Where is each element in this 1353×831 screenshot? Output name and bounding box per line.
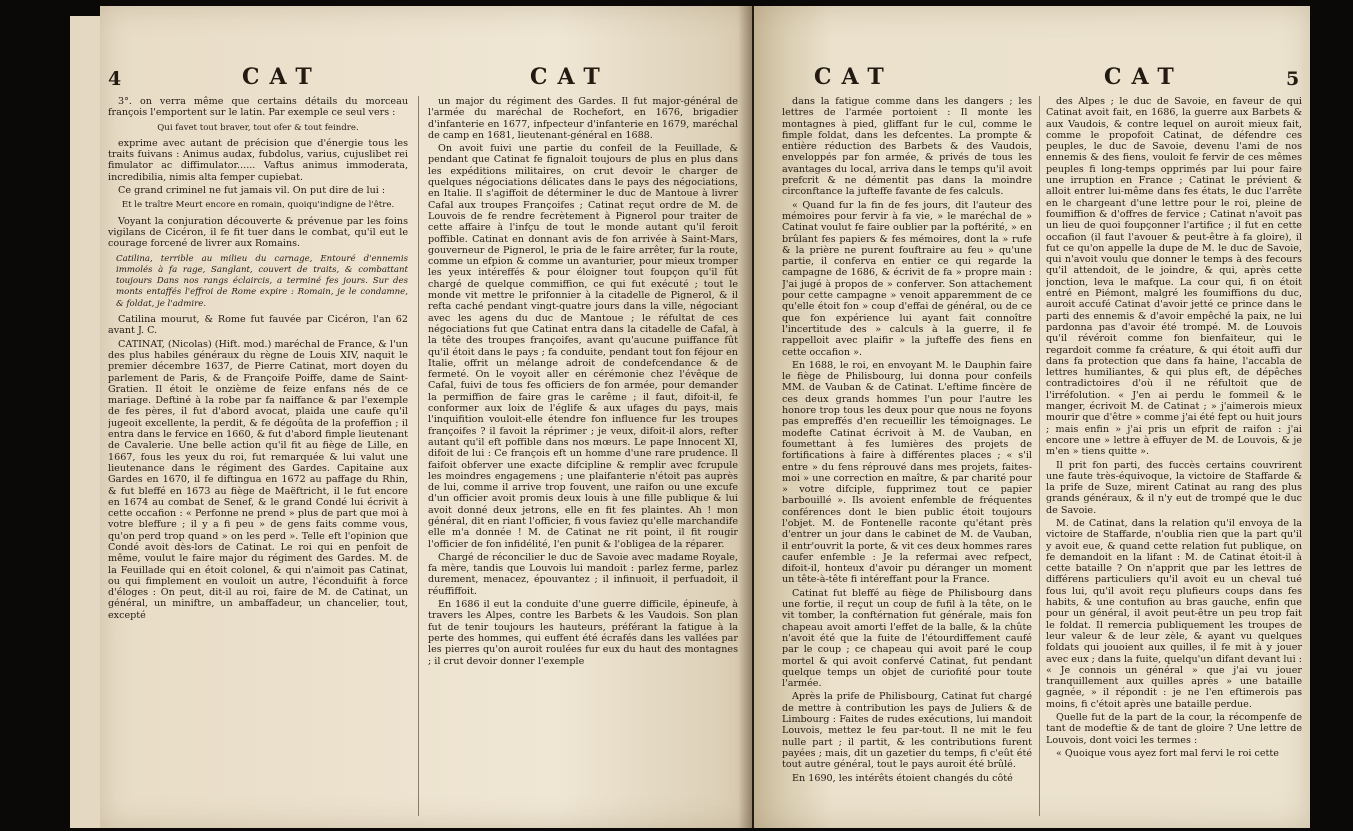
paragraph: Catilina, terrible au milieu du carnage, Entouré d'ennemis immolés à fa rage, Sanglant, couvert de traits, & combattant toujours Dans nos rangs éclaircis, a terminé fes jours. Sur des monts entaffés l'effroi de Rome expire : Romain, je le condamne, & foldat, je l'admire. [116,253,408,309]
column-rule [418,96,419,816]
left-page [100,6,752,828]
paragraph: Voyant la conjuration découverte & prévenue par les foins vigilans de Cicéron, il fe fit tuer dans le combat, qu'il eut le courage forcené de livrer aux Romains. [108,215,408,250]
folio-left: 4 [108,68,122,90]
right-page-column-2 [1046,96,1302,821]
running-head-right-b: CAT [1104,64,1184,90]
paragraph: Après la prife de Philisbourg, Catinat fut chargé de mettre à contribution les pays de Juliers & de Limbourg : Faites de rudes exécutions, lui mandoit Louvois, mettez le feu par-tout. Il ne mit le feu nulle part ; il partit, & les contributions furent payées ; mais, dit un gazetier du temps, fi c'eût été tout autre général, tout le pays auroit été brûlé. [782,691,1032,771]
paragraph: En 1690, les intérêts étoient changés du côté [792,772,1013,784]
paragraph: CATINAT, (Nicolas) (Hift. mod.) maréchal de France, & l'un des plus habiles généraux du règne de Louis XIV, naquit le premier décembre 1637, de Pierre Catinat, mort doyen du parlement de Paris, & de Françoife Poiffe, dame de Saint-Gratien. Il étoit le onzième de feize enfans nés de ce mariage. Deftiné à la robe par fa naiffance & par l'exemple de fes pères, il fut d'abord avocat, plaida une caufe qu'il jugeoit excellente, la perdit, & fe dégoûta de la profeffion ; il entra dans le fervice en 1660, & fut d'abord fimple lieutenant de Cavalerie. Une belle action qu'il fit au fiège de Lille, en 1667, fous les yeux du roi, fut remarquée & lui valut une lieutenance dans le régiment des Gardes. Capitaine aux Gardes en 1670, il fe diftingua en 1672 au paffage du Rhin, & fut bleffé en 1673 au fiège de Maëftricht, il le fut encore en 1674 au combat de Senef, & le grand Condé lui écrivit à cette occafion : « Perfonne ne prend » plus de part que moi à votre bleffure ; il y a fi peu » de gens faits comme vous, qu'on perd trop quand » on les perd ». Telle eft l'opinion que Condé avoit dès-lors de Catinat. Le roi qui en penfoit de même, voulut le faire major du régiment des Gardes. M. de la Feuillade qui en étoit colonel, & qui n'aimoit pas Catinat, ou qui fimplement en vouloit un autre, l'éconduifit à force d'éloges : On peut, dit-il au roi, faire de M. de Catinat, un général, un miniftre, un ambaffadeur, un chancelier, tout, excepté [108,338,408,621]
column-rule [1039,96,1040,816]
paragraph: En 1688, le roi, en envoyant M. le Dauphin faire le fiège de Philisbourg, lui donna pour confeils MM. de Vauban & de Catinat. L'eftime fincère de ces deux grands hommes l'un pour l'autre les honore trop tous les deux pour que nous ne foyons pas empreffés d'en recueillir les témoignages. Le modefte Catinat écrivoit à M. de Vauban, en foumettant à fes lumières des projets de fortifications à faire à différentes places ; « s'il entre » du fens réprouvé dans mes projets, faites-moi » une correction en maître, & par charité pour » votre difciple, fupprimez tout ce papier barbouillé ». Ils avoient enfemble de fréquentes conférences dont le bien public étoit toujours l'objet. M. de Fontenelle raconte qu'étant près d'entrer un jour dans le cabinet de M. de Vauban, il entr'ouvrit la porte, & vit ces deux hommes rares caufer enfemble : Je la refermai avec refpect, difoit-il, honteux d'avoir pu déranger un moment un tête-à-tête fi intéreffant pour la France. [782,359,1032,586]
left-page-column-2 [428,96,738,821]
paragraph: un major du régiment des Gardes. Il fut major-général de l'armée du maréchal de Rochefort, en 1676, brigadier d'infanterie en 1677, infpecteur d'infanterie en 1679, maréchal de camp en 1681, lieutenant-général en 1688. [428,96,738,141]
paragraph: Catilina mourut, & Rome fut fauvée par Cicéron, l'an 62 avant J. C. [108,314,408,337]
paragraph: Catinat fut bleffé au fiège de Philisbourg dans une fortie, il reçut un coup de fufil à la tête, on le vit tomber, la conftérnation fut générale, mais fon chapeau avoit amorti l'effet de la balle, & la chûte n'avoit été que la fuite de l'étourdiffement caufé par le coup ; ce chapeau qui avoit paré le coup mortel & qui avoit confervé Catinat, fut pendant quelque temps un objet de curiofité pour toute l'armée. [782,587,1032,690]
running-head-right-a: CAT [814,64,894,90]
paragraph: Qui favet tout braver, tout ofer & tout feindre. [157,122,359,133]
right-page-column-1 [782,96,1032,821]
running-head-left-b: CAT [530,64,610,90]
paragraph: Et le traître Meurt encore en romain, quoiqu'indigne de l'être. [121,200,395,211]
paragraph: « Quoique vous ayez fort mal fervi le roi cette [1056,747,1279,759]
paragraph: Ce grand criminel ne fut jamais vil. On put dire de lui : [118,185,386,197]
folio-right: 5 [1286,68,1300,90]
paragraph: Quelle fut de la part de la cour, la récompenfe de tant de modeftie & de tant de gloire ? Une lettre de Louvois, dont voici les termes : [1046,712,1302,746]
paragraph: des Alpes ; le duc de Savoie, en faveur de qui Catinat avoit fait, en 1686, la guerre aux Barbets & aux Vaudois, & contre lequel on auroit mieux fait, comme le propofoit Catinat, de défendre ces peuples, le duc de Savoie, devenu l'ami de nos ennemis & des fiens, vouloit fe fervir de ces mêmes peuples fi long-temps opprimés par lui pour faire une irruption en France ; Catinat le prévient & alloit entrer lui-même dans fes états, le duc l'arrête en le chargeant d'une lettre pour le roi, pleine de foumiffion & d'offres de fervice ; Catinat n'avoit pas un lieu de quoi foupçonner l'artifice ; il fut en cette occafion (il faut l'avouer & peut-être à fa gloire), il fut ce qu'on appelle la dupe de M. le duc de Savoie, qui n'avoit voulu que donner le temps à des fecours qu'il attendoit, de le joindre, & qui, après cette jonction, leva le mafque. La cour qui, fi on étoit entré en Piémont, malgré les foumiffions du duc, auroit accufé Catinat d'avoir jetté ce prince dans le parti des ennemis & d'avoir empêché la paix, ne lui pardonna pas d'avoir été trompé. M. de Louvois qu'il révéroit comme fon bienfaiteur, qui le regardoit comme fa créature, & qui étoit auffi dur dans fa protection que dans fa haine, l'accabla de lettres humiliantes, & qui plus eft, de dépêches contradictoires d'où il ne réfultoit que de l'irréfolution. « J'en ai perdu le fommeil & le manger, écrivoit M. de Catinat ; » j'aimerois mieux mourir que d'être » comme j'ai été fept ou huit jours ; mais enfin » j'ai pris un efprit de raifon : j'ai encore une » lettre à effuyer de M. de Louvois, & je m'en » tiens quitte ». [1046,96,1302,458]
paragraph: On avoit fuivi une partie du confeil de la Feuillade, & pendant que Catinat fe fignaloit toujours de plus en plus dans les expéditions militaires, on crut devoir le charger de quelques négociations délicates dans le pays des négociations, en Italie. Il s'agiffoit de déterminer le duc de Mantoue à livrer Cafal aux troupes Françoifes ; Catinat reçut ordre de M. de Louvois de fe rendre fecrètement à Pignerol pour traiter de cette affaire à l'infçu de tout le monde autant qu'il feroit poffible. Catinat en donnant avis de fon arrivée à Saint-Mars, gouverneur de Pignerol, le pria de le faire arrêter, fur la route, comme un efpion & comme un avanturier, pour mieux tromper les yeux intéreffés & pour éloigner tout foupçon qu'il fût chargé de quelque commiffion, ce qui fut exécuté ; tout le monde vit mettre le prifonnier à la citadelle de Pignerol, & il refta caché pendant vingt-quatre jours dans la ville, négociant avec les agens du duc de Mantoue ; le réfultat de ces négociations fut que Catinat entra dans la citadelle de Cafal, à la tête des troupes françoifes, avant qu'aucune puiffance fût qu'il étoit dans le pays ; fa conduite, pendant tout fon féjour en Italie, offrit un mélange adroit de condefcendance & de fermeté. On le voyoit aller en cérémonie chez l'évêque de Cafal, fuivi de tous fes officiers de fon armée, pour demander la permiffion de faire gras le carême ; il faut, difoit-il, fe conformer aux loix de l'églife & aux ufages du pays, mais l'inquifition vouloit-elle étendre fon influence fur les troupes françoifes ? il favoit la réprimer ; je veux, difoit-il alors, refter autant qu'il eft poffible dans nos mœurs. Le pape Innocent XI, difoit de lui : Ce françois eft un homme d'une rare prudence. Il faifoit obferver une exacte difcipline & remplir avec fcrupule les moindres engagemens ; une plaifanterie n'étoit pas auprès de lui, comme il arrive trop fouvent, une raifon ou une excufe d'un officier avoit promis deux louis à une fille publique & lui avoit donné deux jetrons, elle en fit fes plaintes. Ah ! mon général, dit en riant l'officier, fi vous faviez qu'elle marchandife elle m'a donnée ! M. de Catinat ne rit point, il fit rougir l'officier de fon infidélité, l'en punit & l'obligea de la réparer. [428,143,738,550]
right-page [754,6,1310,828]
paragraph: M. de Catinat, dans la relation qu'il envoya de la victoire de Staffarde, n'oublia rien que la part qu'il y avoit eue, & quand cette relation fut publique, on fe demandoit en la lifant : M. de Catinat étoit-il à cette bataille ? On n'apprit que par les lettres de différens particuliers qu'il avoit eu un cheval tué fous lui, qu'il avoit reçu plufieurs coups dans fes habits, & une contufion au bras gauche, enfin que pour un général, il avoit peut-être un peu trop fait le foldat. Il remercia publiquement les troupes de leur valeur & de leur zèle, & ayant vu quelques foldats qui jouoient aux quilles, il fe mit à y jouer avec eux ; dans la fuite, quelqu'un difant devant lui : « Je connois un général » que j'ai vu jouer tranquillement aux quilles après » une bataille gagnée, » il répondit : je ne l'en eftimerois pas moins, fi c'étoit après une bataille perdue. [1046,517,1302,710]
running-head-left-a: CAT [242,64,322,90]
paragraph: « Quand fur la fin de fes jours, dit l'auteur des mémoires pour fervir à fa vie, » le maréchal de » Catinat voulut fe faire oublier par la poftérité, » en brûlant fes papiers & fes mémoires, dont la » rufe & la prière ne purent fouftraire au feu » qu'une partie, il conferva en entier ce qui regarde la campagne de 1686, & écrivit de fa » propre main : J'ai jugé à propos de » conferver. Son attachement pour cette campagne » venoit apparemment de ce qu'elle étoit fon » coup d'effai de général, ou de ce que fon expérience lui ayant fait connoître l'incertitude des » calculs à la guerre, il fe rappelloit avec plaifir » la jufteffe des fiens en cette occafion ». [782,199,1032,358]
paragraph: dans la fatigue comme dans les dangers ; les lettres de l'armée portoient : Il monte les montagnes à pied, gliffant fur le cul, comme le fimple foldat, dans les defcentes. La prompte & entière réduction des Barbets & des Vaudois, enveloppés par fon armée, & privés de tous les avantages du local, arriva dans le temps qu'il avoit prefcrit & ne démentit pas dans la moindre circonftance la jufteffe favante de fes calculs. [782,96,1032,198]
left-page-column-1 [108,96,408,821]
paragraph: 3°. on verra même que certains détails du morceau françois l'emportent sur le latin. Par exemple ce seul vers : [108,96,408,119]
paragraph: En 1686 il eut la conduite d'une guerre difficile, épineufe, à travers les Alpes, contre les Barbets & les Vaudois. Son plan fut de tenir toujours les hauteurs, préférant la fatigue à la perte des hommes, qui euffent été écrafés dans les vallées par les pierres qu'on auroit roulées fur eux du haut des montagnes ; il crut devoir donner l'exemple [428,599,738,667]
page-edges [70,16,101,828]
paragraph: Il prit fon parti, des fuccès certains couvrirent une faute très-équivoque, la victoire de Staffarde & la prife de Suze, mirent Catinat au rang des plus grands généraux, & il n'y eut de trompé que le duc de Savoie. [1046,459,1302,516]
book-spread [70,6,1310,828]
paragraph: Chargé de réconcilier le duc de Savoie avec madame Royale, fa mère, tandis que Louvois lui mandoit : parlez ferme, parlez durement, menacez, épouvantez ; il infinuoit, il perfuadoit, il réuffiffoit. [428,551,738,597]
paragraph: exprime avec autant de précision que d'énergie tous les traits fuivans : Animus audax, fubdolus, varius, cujuslibet rei fimulator ac diffimulator...... Vaftus animus immoderata, incredibilia, nimis alta femper cupiebat. [108,137,408,183]
